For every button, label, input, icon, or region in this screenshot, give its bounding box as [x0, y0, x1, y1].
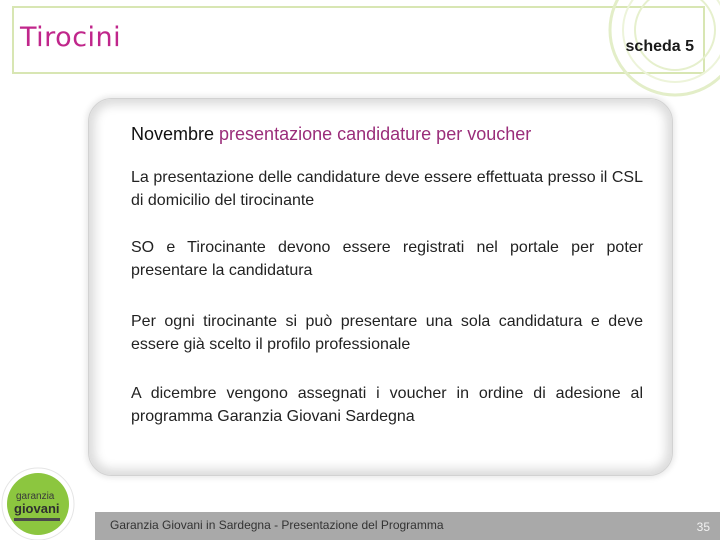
paragraph-1: La presentazione delle candidature deve essere effettuata presso il CSL di domicilio del tirocinante — [131, 169, 643, 209]
paragraph-4: A dicembre vengono assegnati i voucher in ordine di adesione al programma Garanzia Giovani Sardegna — [131, 385, 643, 425]
card-title-topic: presentazione candidature per voucher — [219, 124, 532, 144]
paragraph-3: Per ogni tirocinante si può presentare una sola candidatura e deve essere già scelto il profilo professionale — [131, 313, 643, 353]
paragraph-2: SO e Tirocinante devono essere registrati nel portale per poter presentare la candidatura — [131, 239, 643, 279]
card-title-month: Novembre — [131, 124, 220, 144]
garanzia-giovani-logo — [0, 464, 80, 540]
footer-text: Garanzia Giovani in Sardegna - Presentazione del Programma — [110, 518, 444, 532]
page-number: 35 — [696, 520, 710, 534]
logo-text-line2: giovani — [14, 501, 60, 516]
scheda-label: scheda 5 — [625, 38, 694, 55]
card-title — [131, 124, 531, 145]
page-title: Tirocini — [20, 22, 122, 53]
logo-text-line1: garanzia — [16, 491, 55, 502]
